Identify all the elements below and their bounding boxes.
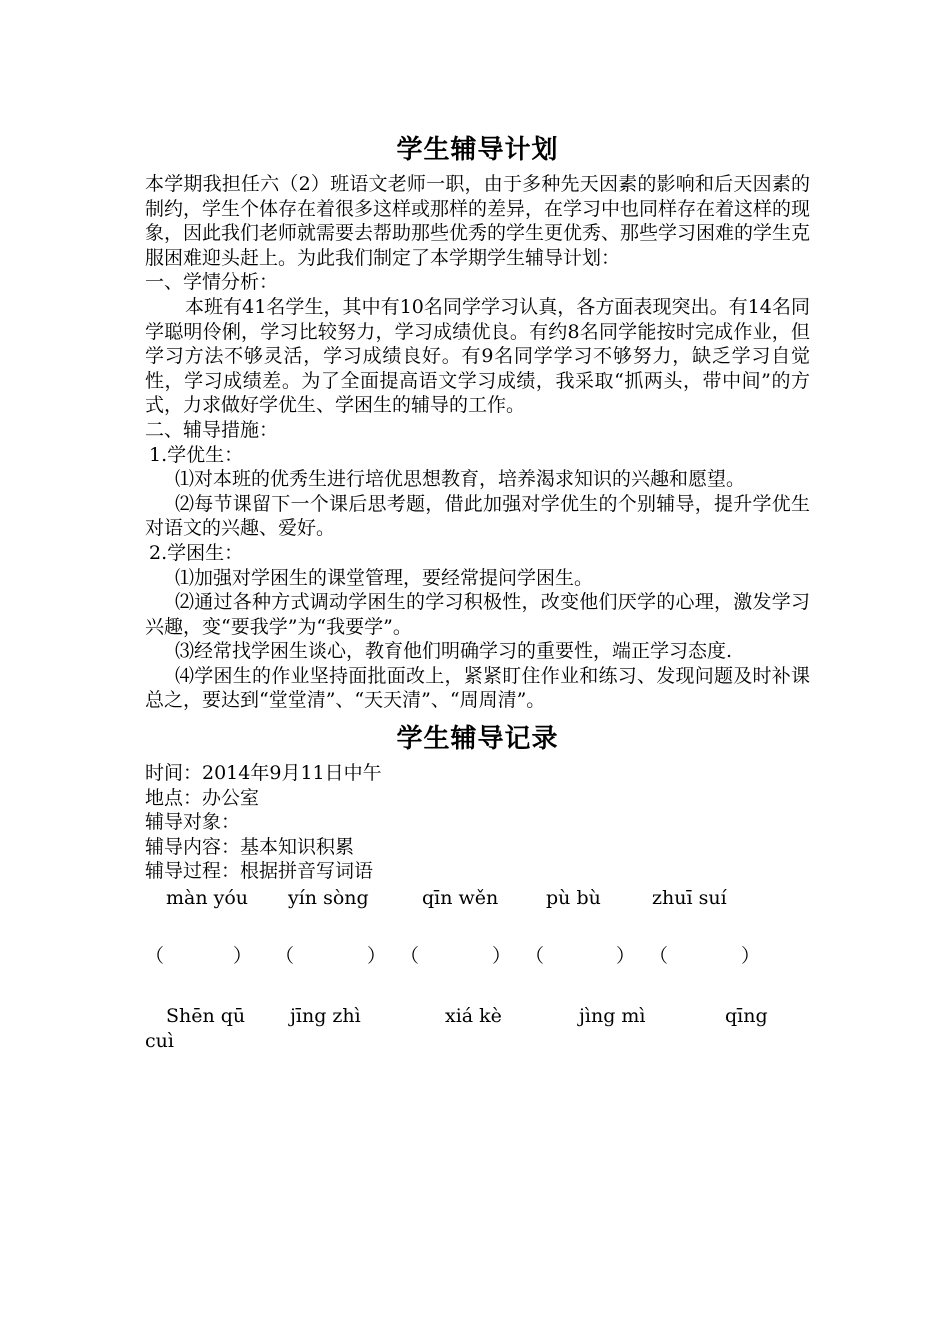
plan-title: 学生辅导计划: [396, 135, 559, 165]
plan-intro: 本学期我担任六（2）班语文老师一职，由于多种先天因素的影响和后天因素的制约，学生个体存在着很多这样或那样的差异，在学习中也同样存在着这样的现象，因此我们老师就需要去帮助那些优秀的学生更优秀、那些学习困难的学生克服困难迎头赶上。为此我们制定了本学期学生辅导计划：: [145, 173, 811, 269]
section1-body: 本班有41名学生，其中有10名同学学习认真，各方面表现突出。有14名同学聪明伶俐，学习比较努力，学习成绩优良。有约8名同学能按时完成作业，但学习方法不够灵活，学习成绩良好。有9名同学学习不够努力，缺乏学习自觉性，学习成绩差。为了全面提高语文学习成绩，我采取“抓两头，带中间”的方式，力求做好学优生、学困生的辅导的工作。: [145, 295, 810, 417]
sub2-item: ⑴加强对学困生的课堂管理，要经常提问学困生。: [175, 566, 594, 589]
close-paren: ）: [741, 945, 761, 968]
pinyin-word: zhuī suí: [652, 887, 727, 910]
pinyin-word: jìng mì: [579, 1005, 646, 1028]
pinyin-word: yín sòng: [288, 887, 369, 910]
close-paren: ）: [367, 945, 387, 968]
section2-heading: 二、辅导措施：: [145, 418, 279, 441]
pinyin-word: màn yóu: [166, 887, 249, 910]
sub1-item: ⑴对本班的优秀生进行培优思想教育，培养渴求知识的兴趣和愿望。: [175, 468, 746, 491]
answer-blanks-row: [145, 944, 810, 968]
close-paren: ）: [616, 945, 636, 968]
record-target: 辅导对象：: [145, 811, 241, 834]
open-paren: （: [275, 945, 295, 968]
document-page: [145, 128, 810, 1053]
sub2-heading: 2.学困生：: [149, 541, 244, 564]
pinyin-row-2: [145, 1004, 810, 1028]
section1-heading: 一、学情分析：: [145, 271, 279, 294]
open-paren: （: [400, 945, 420, 968]
open-paren: （: [649, 945, 669, 968]
sub1-heading: 1.学优生：: [149, 443, 244, 466]
open-paren: （: [525, 945, 545, 968]
pinyin-row-1: [145, 886, 810, 910]
record-place: 地点：办公室: [145, 786, 260, 809]
sub1-item: ⑵每节课留下一个课后思考题，借此加强对学优生的个别辅导，提升学优生对语文的兴趣、爱好。: [145, 492, 810, 540]
sub2-item: ⑷学困生的作业坚持面批面改上，紧紧盯住作业和练习、发现问题及时补课总之，要达到“堂堂清”、“天天清”、“周周清”。: [145, 664, 810, 712]
pinyin-word: cuì: [145, 1030, 174, 1053]
sub2-item: ⑵通过各种方式调动学困生的学习积极性，改变他们厌学的心理，激发学习兴趣，变“要我学”为“我要学”。: [145, 591, 810, 638]
close-paren: ）: [492, 945, 512, 968]
record-time: 时间：2014年9月11日中午: [145, 762, 382, 785]
pinyin-word: jīng zhì: [290, 1005, 361, 1028]
close-paren: ）: [233, 945, 253, 968]
pinyin-word: pù bù: [546, 887, 601, 910]
pinyin-word: qīng: [725, 1005, 768, 1028]
record-title: 学生辅导记录: [396, 724, 559, 755]
record-content: 辅导内容：基本知识积累: [145, 835, 355, 858]
record-process: 辅导过程：根据拼音写词语: [145, 860, 374, 883]
pinyin-word: qīn wěn: [422, 887, 499, 910]
pinyin-word: Shēn qū: [166, 1005, 246, 1028]
pinyin-word: xiá kè: [445, 1005, 502, 1028]
pinyin-row-2-wrap: [145, 1029, 810, 1053]
open-paren: （: [145, 945, 165, 968]
sub2-item: ⑶经常找学困生谈心，教育他们明确学习的重要性，端正学习态度.: [175, 640, 733, 663]
